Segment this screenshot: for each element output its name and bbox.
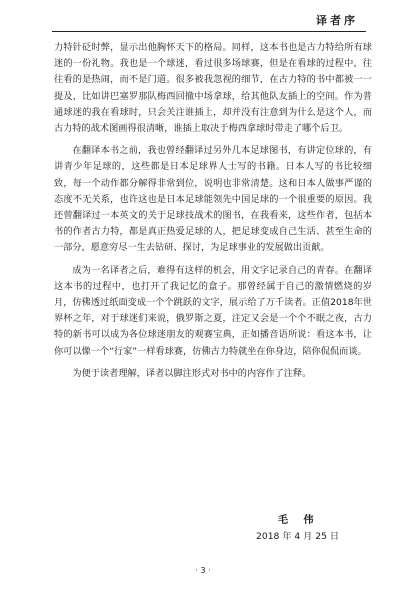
paragraph-2: 在翻译本书之前，我也曾经翻译过另外几本足球图书，有讲定位球的，有讲青少年足球的，这些都是日本足球界人士写的书籍。日本人写的书比较细致，每一个动作都分解得非常到位，说明也非常清楚。这和日本人做事严谨的态度不无关系，也许这也是日本足球能领先中国足球的一个很重要的原因。我还曾翻译过一本英文的关于足球技战术的图书，在我看来，这些作者，包括本书的作者古力特，都是真正热爱足球的人，把足球变成自己生活、甚至生命的一部分，愿意穷尽一生去钻研、探讨，为足球事业的发展做出贡献。	[54, 145, 372, 254]
paragraph-1: 力特针砭时弊，显示出他胸怀天下的格局。同样，这本书也是古力特给所有球迷的一份礼物。我也是一个球迷，看过很多场球赛，但是在看球的过程中，往往看的是热闹，而不是门道。很多被我忽视的细节，在古力特的书中都被一一提及，比如讲巴塞罗那队梅西回撤中场拿球，给其他队友插上的空间。作为普通球迷的我在看球时，只会关注谁插上，却并没有注意到为什么是这个人，而古力特的战术图画得很清晰，谁插上取决于梅西拿球时带走了哪个后卫。	[54, 42, 372, 135]
preface-body	[54, 40, 372, 388]
page-number: · 3 ·	[195, 566, 211, 575]
paragraph-4: 为便于读者理解，译者以脚注形式对书中的内容作了注释。	[72, 367, 312, 379]
running-header-title: 译者序	[316, 14, 358, 27]
signature-date: 2018 年 4 月 25 日	[256, 531, 340, 542]
paragraph-3: 成为一名译者之后，难得有这样的机会，用文字记录自己的青春。在翻译这本书的过程中，也打开了我记忆的盒子。那曾经属于自己的激情燃烧的岁月，仿佛透过纸面变成一个个跳跃的文字，展示给了万千读者。正值2018年世界杯之年，对于球迷们来说，俄罗斯之夏，注定又会是一个个不眠之夜，古力特的新书可以成为各位球迷朋友的观赛宝典，正如播音语所说：看这本书，让你可以像一个“行家”一样看球赛，仿佛古力特就坐在你身边，陪你侃侃而谈。	[54, 264, 372, 357]
translator-signature: 毛 伟	[278, 515, 320, 526]
header-divider	[52, 31, 366, 32]
